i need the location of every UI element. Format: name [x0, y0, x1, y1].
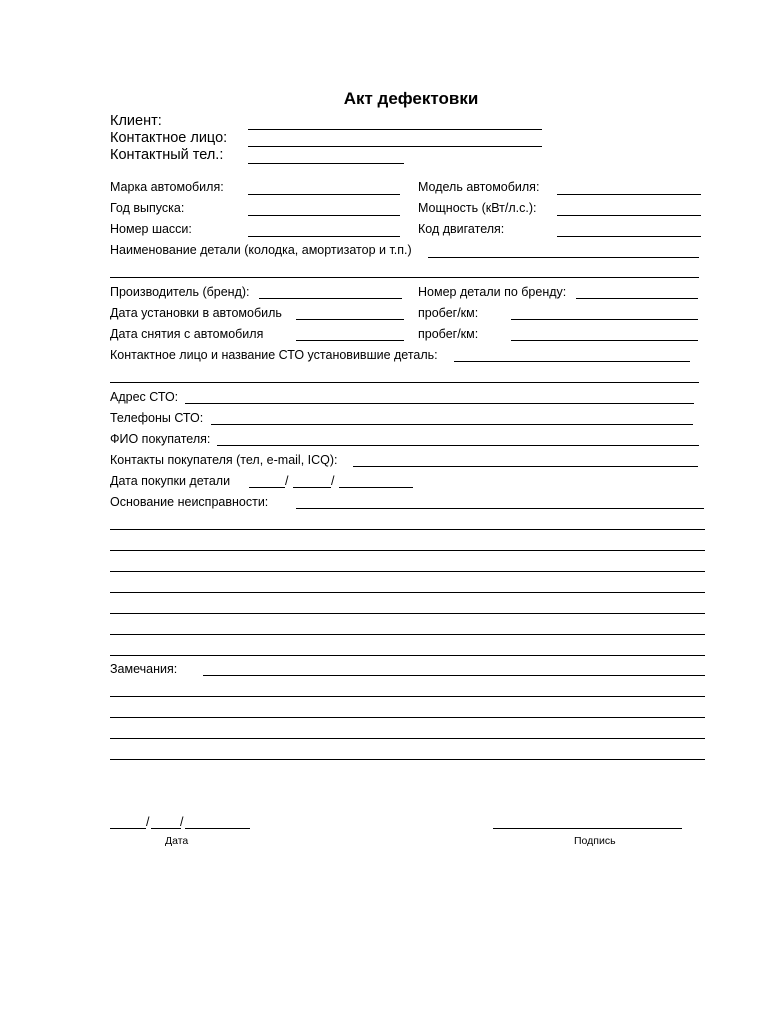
- defect-reason-field[interactable]: [296, 508, 704, 509]
- year-field[interactable]: [248, 215, 400, 216]
- defect-reason-line[interactable]: [110, 592, 705, 593]
- contact-person-label: Контактное лицо:: [110, 130, 228, 146]
- defect-reason-line[interactable]: [110, 655, 705, 656]
- installer-field-continued[interactable]: [110, 382, 699, 383]
- part-name-label: Наименование детали (колодка, амортизатор и т.п.): [110, 243, 412, 257]
- install-mileage-field[interactable]: [511, 319, 698, 320]
- power-label: Мощность (кВт/л.с.):: [418, 201, 537, 215]
- buyer-name-field[interactable]: [217, 445, 699, 446]
- signature-caption: Подпись: [574, 835, 616, 847]
- contact-person-field[interactable]: [248, 146, 542, 147]
- buyer-contacts-label: Контакты покупателя (тел, e-mail, ICQ):: [110, 453, 338, 467]
- engine-code-label: Код двигателя:: [418, 222, 505, 236]
- footer-day-field[interactable]: [110, 828, 146, 829]
- car-model-field[interactable]: [557, 194, 701, 195]
- defect-reason-line[interactable]: [110, 550, 705, 551]
- client-field[interactable]: [248, 129, 542, 130]
- service-address-field[interactable]: [185, 403, 694, 404]
- car-model-label: Модель автомобиля:: [418, 180, 540, 194]
- signature-field[interactable]: [493, 828, 682, 829]
- service-address-label: Адрес СТО:: [110, 390, 179, 404]
- manufacturer-label: Производитель (бренд):: [110, 285, 250, 299]
- removal-mileage-field[interactable]: [511, 340, 698, 341]
- defect-reason-line[interactable]: [110, 634, 705, 635]
- service-phones-field[interactable]: [211, 424, 693, 425]
- date-caption: Дата: [165, 835, 189, 847]
- remarks-line[interactable]: [110, 738, 705, 739]
- remarks-line[interactable]: [110, 717, 705, 718]
- footer-date-separator: /: [146, 815, 150, 829]
- purchase-month-field[interactable]: [293, 487, 331, 488]
- installer-label: Контактное лицо и название СТО установившие деталь:: [110, 348, 438, 362]
- purchase-date-separator: /: [331, 474, 335, 488]
- service-phones-label: Телефоны СТО:: [110, 411, 204, 425]
- part-name-field[interactable]: [428, 257, 699, 258]
- defect-reason-line[interactable]: [110, 529, 705, 530]
- defect-reason-line[interactable]: [110, 571, 705, 572]
- purchase-day-field[interactable]: [249, 487, 285, 488]
- remarks-line[interactable]: [110, 759, 705, 760]
- remarks-label: Замечания:: [110, 662, 178, 676]
- remarks-line[interactable]: [110, 696, 705, 697]
- defect-reason-line[interactable]: [110, 613, 705, 614]
- install-date-label: Дата установки в автомобиль: [110, 306, 282, 320]
- form-title: Акт дефектовки: [343, 89, 479, 108]
- contact-phone-label: Контактный тел.:: [110, 147, 224, 163]
- buyer-name-label: ФИО покупателя:: [110, 432, 211, 446]
- install-mileage-label: пробег/км:: [418, 306, 479, 320]
- engine-code-field[interactable]: [557, 236, 701, 237]
- contact-phone-field[interactable]: [248, 163, 404, 164]
- buyer-contacts-field[interactable]: [353, 466, 698, 467]
- purchase-date-separator: /: [285, 474, 289, 488]
- footer-month-field[interactable]: [151, 828, 181, 829]
- year-label: Год выпуска:: [110, 201, 185, 215]
- chassis-field[interactable]: [248, 236, 400, 237]
- removal-date-field[interactable]: [296, 340, 404, 341]
- footer-date-separator: /: [180, 815, 184, 829]
- client-label: Клиент:: [110, 113, 162, 129]
- purchase-date-label: Дата покупки детали: [110, 474, 231, 488]
- install-date-field[interactable]: [296, 319, 404, 320]
- footer-year-field[interactable]: [185, 828, 250, 829]
- part-number-field[interactable]: [576, 298, 698, 299]
- installer-field[interactable]: [454, 361, 690, 362]
- manufacturer-field[interactable]: [259, 298, 402, 299]
- removal-date-label: Дата снятия с автомобиля: [110, 327, 264, 341]
- purchase-year-field[interactable]: [339, 487, 413, 488]
- defect-reason-label: Основание неисправности:: [110, 495, 269, 509]
- car-brand-field[interactable]: [248, 194, 400, 195]
- remarks-field[interactable]: [203, 675, 705, 676]
- chassis-label: Номер шасси:: [110, 222, 192, 236]
- part-name-field-continued[interactable]: [110, 277, 699, 278]
- car-brand-label: Марка автомобиля:: [110, 180, 224, 194]
- removal-mileage-label: пробег/км:: [418, 327, 479, 341]
- part-number-label: Номер детали по бренду:: [418, 285, 567, 299]
- power-field[interactable]: [557, 215, 701, 216]
